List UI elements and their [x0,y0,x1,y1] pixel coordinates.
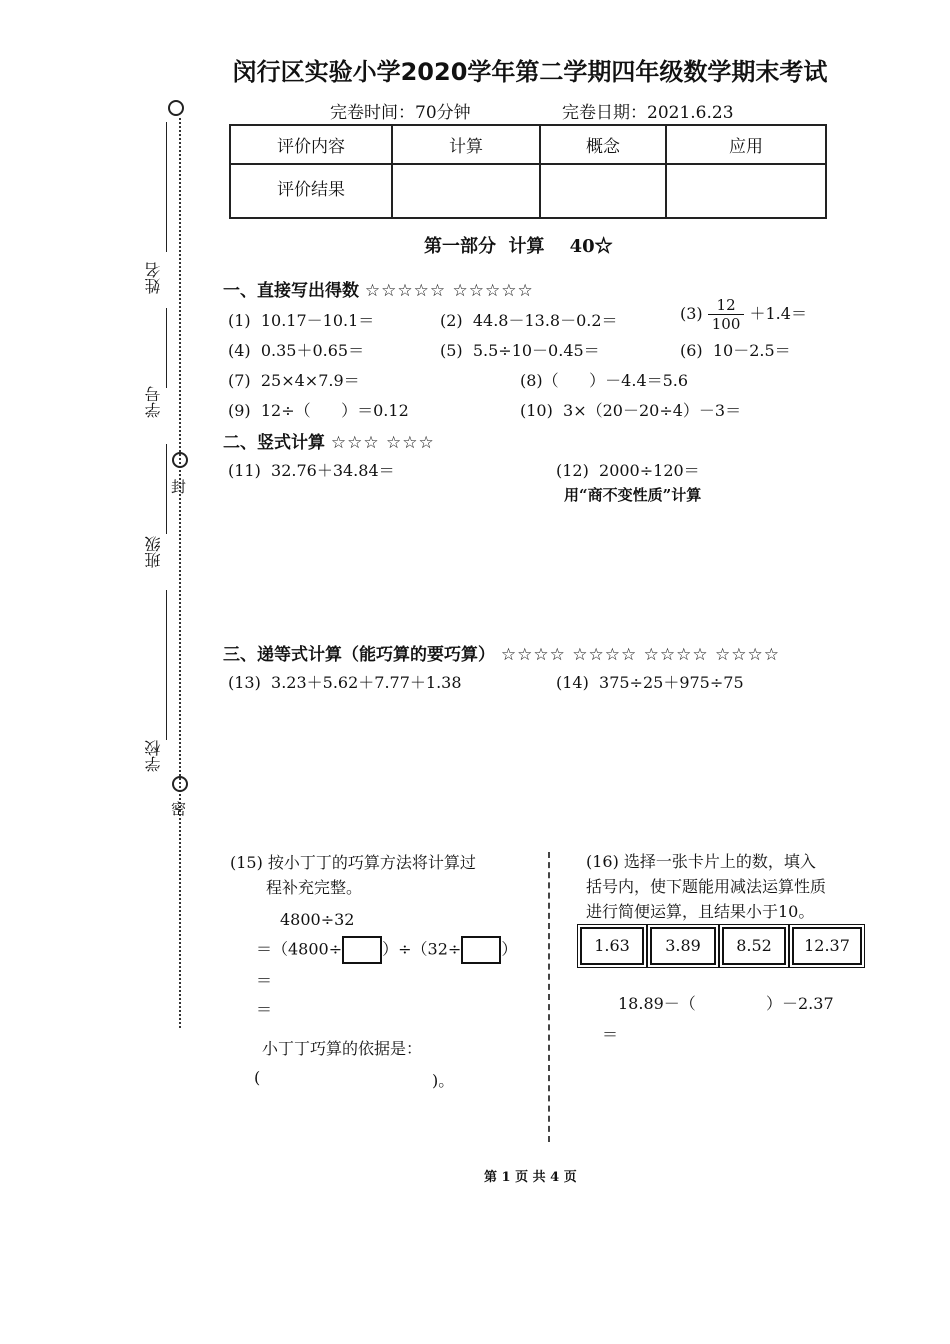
label-name: 姓名 [144,262,163,294]
question-16-eq: ＝ [602,1025,619,1044]
exam-title: 闵行区实验小学2020学年第二学期四年级数学期末考试 [232,58,828,86]
binding-dotted-line [179,118,181,1028]
question-15-paren-left: ( [254,1068,261,1087]
question-16-expr-right: ）－2.37 [766,994,834,1013]
seal-feng: 封 [171,478,187,496]
name-underline [166,122,167,252]
number-card-3[interactable]: 8.52 [722,927,786,965]
blank-box-1[interactable] [342,936,382,964]
eval-header-calc: 计算 [392,125,540,164]
question-1: (1) 10.17－10.1＝ [228,311,375,330]
class-underline [166,444,167,534]
binding-hole-top [168,100,184,116]
question-11: (11) 32.76＋34.84＝ [228,461,395,480]
blank-box-2[interactable] [461,936,501,964]
school-underline [166,590,167,740]
section3-title: 三、递等式计算（能巧算的要巧算） [223,645,495,665]
number-card-2[interactable]: 3.89 [650,927,716,965]
step-part-c: ） [501,939,518,959]
exam-time: 完卷时间：70分钟 [330,103,471,123]
step-part-a: ＝（4800÷ [256,939,343,959]
question-3-label: (3) [680,304,703,323]
question-9: (9) 12÷（ ）＝0.12 [228,401,409,420]
number-card-4[interactable]: 12.37 [792,927,862,965]
question-10: (10) 3×（20－20÷4）－3＝ [520,401,742,420]
question-13: (13) 3.23＋5.62＋7.77＋1.38 [228,673,462,692]
question-14: (14) 375÷25＋975÷75 [556,673,744,692]
binding-hole-bottom [172,776,188,792]
question-15-answer-blank[interactable] [268,1068,428,1088]
section2-title: 二、竖式计算 [223,433,325,453]
number-underline [166,308,167,388]
label-student-number: 学号 [144,386,163,418]
question-15-paren-right: )。 [432,1071,455,1090]
exam-date: 完卷日期：2021.6.23 [562,103,734,123]
section1-stars: ☆☆☆☆☆ ☆☆☆☆☆ [364,281,534,301]
question-15-line1: (15) 按小丁丁的巧算方法将计算过 [230,853,476,872]
question-15-basis: 小丁丁巧算的依据是： [262,1039,423,1058]
section2-stars: ☆☆☆ ☆☆☆ [330,433,435,453]
question-8: (8)（ ）－4.4＝5.6 [520,371,689,390]
question-15-expression: 4800÷32 [280,910,355,929]
question-7: (7) 25×4×7.9＝ [228,371,360,390]
column-divider [548,852,550,1142]
question-16-line2: 括号内，使下题能用减法运算性质 [586,877,827,896]
question-6: (6) 10－2.5＝ [680,341,791,360]
question-15-eq2: ＝ [256,1000,273,1019]
label-school: 学校 [144,740,163,772]
question-16-blank[interactable] [706,991,766,1011]
part1-title: 第一部分 计算 40☆ [424,236,613,257]
section1-title: 一、直接写出得数 [223,281,359,301]
seal-mi: 密 [171,800,187,818]
section3-heading [223,640,780,665]
question-3-fraction [708,296,745,333]
question-15-step [256,936,517,964]
label-class: 班级 [144,536,163,568]
evaluation-table [229,124,827,219]
eval-result-calc[interactable] [392,164,540,218]
eval-row-label: 评价结果 [230,164,392,218]
eval-result-application[interactable] [666,164,826,218]
eval-header-concept: 概念 [540,125,666,164]
eval-result-concept[interactable] [540,164,666,218]
question-16-line3: 进行简便运算，且结果小于10。 [586,902,815,921]
fraction-numerator: 12 [708,296,745,315]
section1-heading [223,276,534,301]
question-5: (5) 5.5÷10－0.45＝ [440,341,600,360]
question-3 [680,296,807,333]
binding-hole-middle [172,452,188,468]
eval-header-content: 评价内容 [230,125,392,164]
question-15-line2: 程补充完整。 [266,878,363,897]
question-15-eq1: ＝ [256,971,273,990]
fraction-denominator: 100 [711,315,741,333]
question-4: (4) 0.35＋0.65＝ [228,341,365,360]
section3-stars: ☆☆☆☆ ☆☆☆☆ ☆☆☆☆ ☆☆☆☆ [500,645,780,665]
question-3-suffix: ＋1.4＝ [749,304,807,323]
question-16-line1: (16) 选择一张卡片上的数，填入 [586,852,816,871]
page-footer: 第 1 页 共 4 页 [484,1170,577,1185]
eval-header-application: 应用 [666,125,826,164]
question-2: (2) 44.8－13.8－0.2＝ [440,311,618,330]
question-12: (12) 2000÷120＝ [556,461,700,480]
question-12-note: 用“商不变性质”计算 [564,486,702,504]
step-part-b: ）÷（32÷ [382,939,462,959]
section2-heading [223,428,435,453]
number-card-1[interactable]: 1.63 [580,927,644,965]
question-16-expr-left: 18.89－（ [618,994,696,1013]
